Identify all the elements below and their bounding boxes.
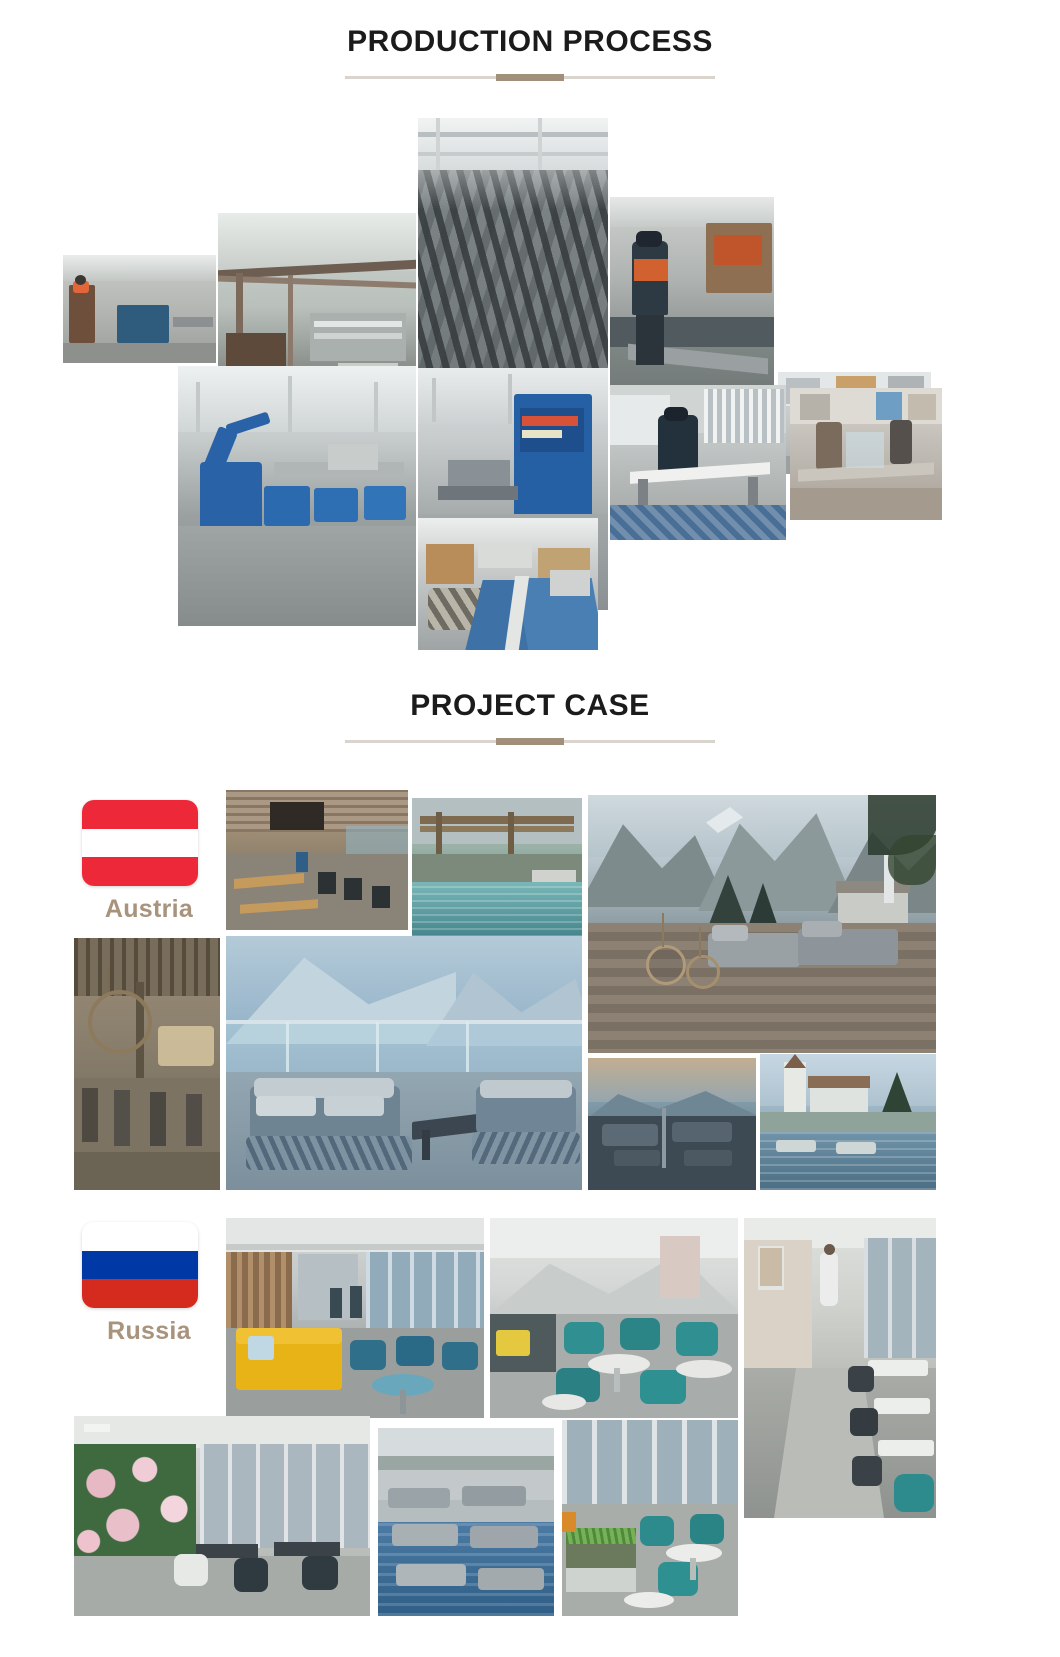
photo-alpine-bar-interior[interactable] xyxy=(74,938,220,1190)
photo-corridor-dining-area[interactable] xyxy=(744,1218,936,1518)
page-title: PRODUCTION PROCESS xyxy=(347,25,713,58)
photo-winter-rooftop-seating[interactable] xyxy=(588,1058,756,1190)
photo-floral-mural-restaurant[interactable] xyxy=(74,1416,370,1616)
photo-teal-armchair-cafe[interactable] xyxy=(490,1218,738,1418)
country-label-russia: Russia xyxy=(107,1317,191,1345)
country-label-austria: Austria xyxy=(104,895,194,923)
photo-rooftop-terrace-tables[interactable] xyxy=(226,790,408,930)
production-process-collage xyxy=(0,100,1060,660)
austria-collage xyxy=(0,790,1060,1200)
photo-mountain-deck-loungers[interactable] xyxy=(588,795,936,1053)
photo-warehouse-packing-area[interactable] xyxy=(418,518,598,650)
photo-village-church-pool[interactable] xyxy=(760,1054,936,1190)
section-title-project-case: PROJECT CASE xyxy=(410,689,650,722)
photo-worker-at-machine[interactable] xyxy=(63,255,216,363)
heading-rule xyxy=(345,76,715,79)
photo-poolside-pergola[interactable] xyxy=(412,798,582,944)
project-case-heading xyxy=(0,688,1060,743)
russia-collage xyxy=(0,1212,1060,1657)
photo-snow-terrace-sofa-set[interactable] xyxy=(226,936,582,1190)
photo-window-side-dining[interactable] xyxy=(562,1420,738,1616)
photo-worker-packing-bench[interactable] xyxy=(610,385,786,540)
heading-rule-2 xyxy=(345,740,715,743)
photo-poolside-lounger-row[interactable] xyxy=(378,1428,554,1616)
production-process-heading xyxy=(0,24,1060,79)
photo-yellow-sofa-lounge[interactable] xyxy=(226,1218,484,1418)
photo-robot-welding-arm[interactable] xyxy=(178,366,416,626)
photo-glass-cutting-workshop[interactable] xyxy=(790,388,942,520)
